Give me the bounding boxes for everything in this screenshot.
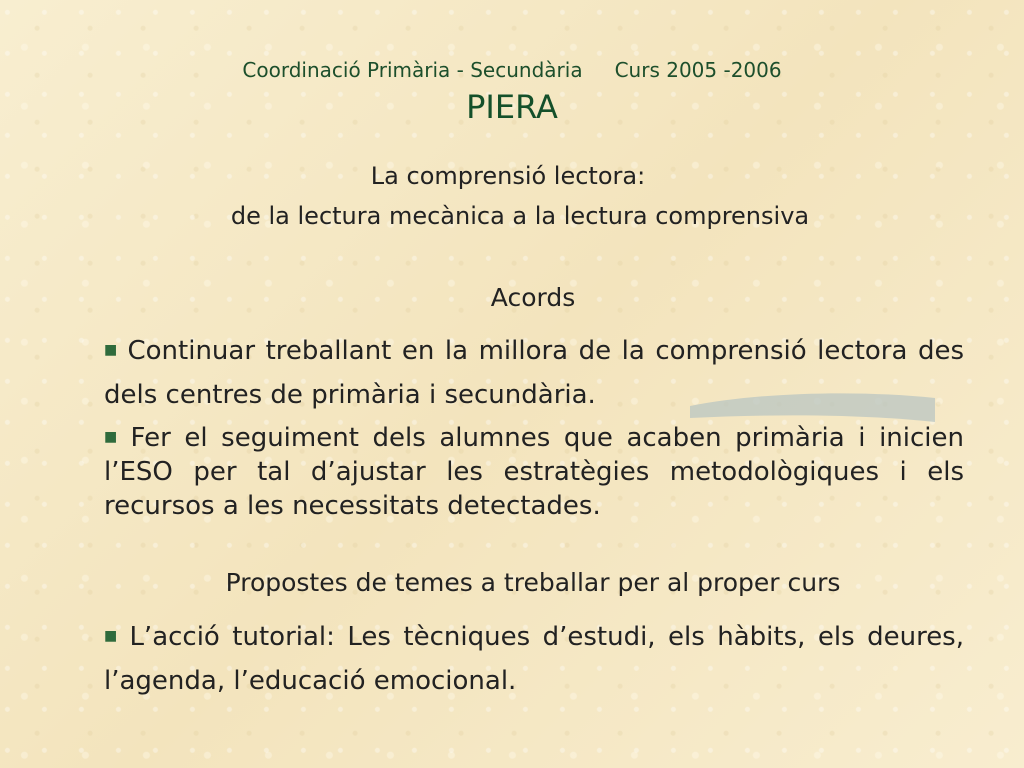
square-bullet-icon: ■ <box>104 429 123 445</box>
course-year: Curs 2005 -2006 <box>614 58 782 82</box>
subtitle-line-1: La comprensió lectora: <box>370 162 646 190</box>
propostes-item-1 <box>104 614 964 703</box>
acords-item-1-text: Continuar treballant en la millora de la comprensió lectora des dels centres de primària i secundària. <box>104 336 964 410</box>
square-bullet-icon: ■ <box>104 628 122 644</box>
acords-item-1 <box>104 328 964 417</box>
acords-item-2-text: Fer el seguiment dels alumnes que acaben primària i inicien l’ESO per tal d’ajustar les estratègies metodològiques i els recursos a les necessitats detectades. <box>104 423 964 521</box>
subtitle-line-2: de la lectura mecànica a la lectura comprensiva <box>230 202 810 230</box>
propostes-item-1-text: L’acció tutorial: Les tècniques d’estudi, els hàbits, els deures, l’agenda, l’educació emocional. <box>104 622 964 696</box>
acords-heading: Acords <box>490 283 576 312</box>
square-bullet-icon: ■ <box>104 342 120 358</box>
header-line <box>0 58 1024 82</box>
coordination-label: Coordinació Primària - Secundària <box>242 58 583 82</box>
acords-item-2 <box>104 420 964 523</box>
page-title: PIERA <box>466 88 558 126</box>
propostes-heading: Propostes de temes a treballar per al proper curs <box>225 568 841 597</box>
